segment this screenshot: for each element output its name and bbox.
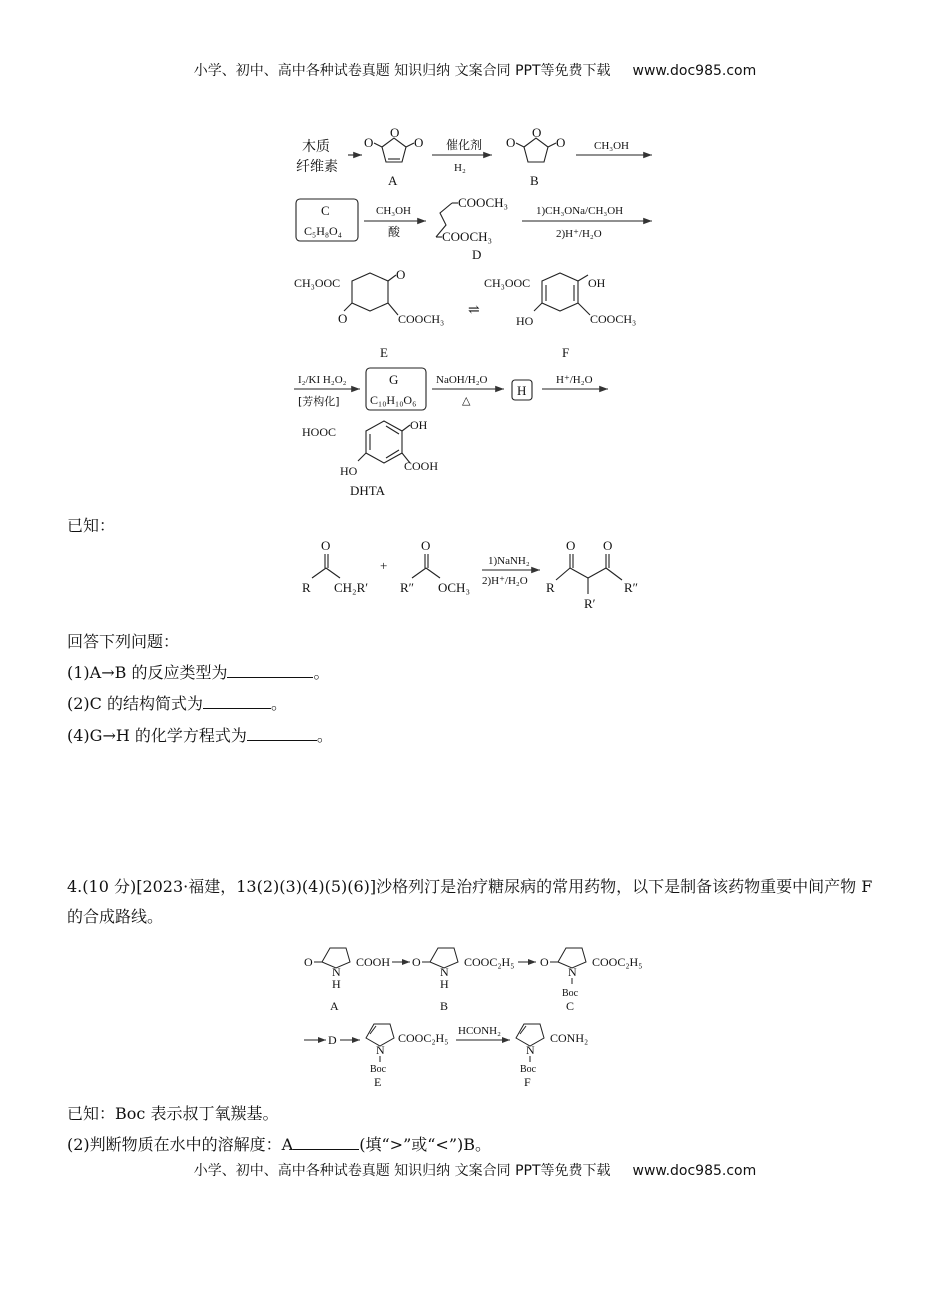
start-material-line1: 木质 <box>302 139 330 155</box>
svg-text:H: H <box>517 383 527 398</box>
svg-text:O: O <box>321 538 331 553</box>
problem-4-question-2: (2)判断物质在水中的溶解度：A (填“>”或“<”)B。 <box>67 1135 492 1154</box>
svg-text:O: O <box>338 311 348 326</box>
svg-text:HO: HO <box>516 314 534 328</box>
svg-text:I₂/KI H₂O₂: I₂/KI H₂O₂ <box>298 374 347 386</box>
answer-blank-2[interactable] <box>203 694 271 709</box>
question-2: (2)C 的结构简式为 。 <box>67 694 288 713</box>
label-p4-a: A <box>330 999 339 1013</box>
svg-text:HO: HO <box>340 464 358 478</box>
svg-text:COOCH₃: COOCH₃ <box>590 312 637 326</box>
svg-text:O: O <box>414 135 424 150</box>
svg-text:CH₃OOC: CH₃OOC <box>484 276 531 290</box>
label-d: D <box>472 247 482 262</box>
svg-text:COOH: COOH <box>404 459 439 473</box>
svg-text:⇌: ⇌ <box>468 303 480 318</box>
footer-url[interactable]: www.doc985.com <box>632 1163 757 1179</box>
compound-f-structure <box>484 273 636 328</box>
svg-text:COOC₂H₅: COOC₂H₅ <box>592 955 643 969</box>
svg-text:N: N <box>440 965 449 979</box>
reaction-scheme-saxagliptin <box>300 936 660 1088</box>
svg-text:CH₂R′: CH₂R′ <box>334 580 369 595</box>
svg-text:R″: R″ <box>400 580 415 595</box>
problem-4-known: 已知：Boc 表示叔丁氧羰基。 <box>67 1104 279 1123</box>
answer-blank-4[interactable] <box>247 726 317 741</box>
label-dhta: DHTA <box>350 483 386 498</box>
svg-text:H: H <box>332 977 341 991</box>
svg-text:HOOC: HOOC <box>302 425 337 439</box>
svg-text:[芳构化]: [芳构化] <box>298 395 340 408</box>
svg-text:COOCH₃: COOCH₃ <box>398 312 445 326</box>
svg-text:N: N <box>376 1043 385 1057</box>
questions-intro: 回答下列问题： <box>67 632 180 651</box>
svg-text:C₁₀H₁₀O₆: C₁₀H₁₀O₆ <box>370 393 417 407</box>
label-e: E <box>380 345 388 360</box>
svg-text:CONH₂: CONH₂ <box>550 1031 589 1045</box>
svg-text:O: O <box>532 125 542 140</box>
compound-a-structure <box>364 125 423 162</box>
known-reaction-scheme <box>290 536 670 618</box>
svg-text:COOCH₃: COOCH₃ <box>442 229 493 244</box>
svg-text:COOC₂H₅: COOC₂H₅ <box>398 1031 449 1045</box>
reaction-scheme-dhta <box>280 125 680 505</box>
compound-d-structure <box>436 195 508 244</box>
svg-text:NaOH/H₂O: NaOH/H₂O <box>436 374 488 386</box>
svg-text:COOC₂H₅: COOC₂H₅ <box>464 955 515 969</box>
svg-text:C₅H₈O₄: C₅H₈O₄ <box>304 224 342 238</box>
svg-text:COOH: COOH <box>356 955 391 969</box>
known-label: 已知： <box>67 516 116 535</box>
page-footer <box>0 1160 950 1180</box>
start-material-line2: 纤维素 <box>296 159 338 175</box>
dhta-structure <box>302 418 438 478</box>
svg-text:O: O <box>556 135 566 150</box>
svg-text:G: G <box>389 372 399 387</box>
svg-text:N: N <box>526 1043 535 1057</box>
svg-text:O: O <box>364 135 374 150</box>
svg-text:Boc: Boc <box>562 988 579 999</box>
svg-text:CH₃OH: CH₃OH <box>376 205 412 217</box>
svg-text:O: O <box>412 955 421 969</box>
svg-text:Boc: Boc <box>370 1064 387 1075</box>
svg-text:CH₃OH: CH₃OH <box>594 140 630 152</box>
svg-text:HCONH₂: HCONH₂ <box>458 1025 501 1037</box>
svg-text:1)CH₃ONa/CH₃OH: 1)CH₃ONa/CH₃OH <box>536 205 624 217</box>
svg-text:1)NaNH₂: 1)NaNH₂ <box>488 555 530 567</box>
svg-text:酸: 酸 <box>388 225 401 239</box>
footer-text: 小学、初中、高中各种试卷真题 知识归纳 文案合同 PPT等免费下载 <box>193 1163 611 1179</box>
svg-text:C: C <box>321 203 330 218</box>
header-text: 小学、初中、高中各种试卷真题 知识归纳 文案合同 PPT等免费下载 <box>193 63 611 79</box>
svg-text:O: O <box>304 955 313 969</box>
svg-text:OCH₃: OCH₃ <box>438 580 470 595</box>
svg-text:△: △ <box>462 395 471 407</box>
label-p4-b: B <box>440 999 449 1013</box>
problem-4-text: 4.(10 分)[2023·福建，13(2)(3)(4)(5)(6)]沙格列汀是治疗糖尿病的常用药物，以下是制备该药物重要中间产物 F 的合成路线。 <box>67 877 873 926</box>
label-p4-f: F <box>524 1075 531 1088</box>
svg-text:O: O <box>390 125 400 140</box>
svg-text:H⁺/H₂O: H⁺/H₂O <box>556 374 593 386</box>
compound-b-structure <box>506 125 565 162</box>
condition-catalyst: 催化剂 <box>446 138 483 152</box>
svg-text:2)H⁺/H₂O: 2)H⁺/H₂O <box>482 575 528 587</box>
svg-text:O: O <box>566 538 576 553</box>
label-b: B <box>530 173 539 188</box>
svg-text:H: H <box>440 977 449 991</box>
svg-text:R″: R″ <box>624 580 639 595</box>
answer-blank-p4-2[interactable] <box>293 1135 359 1150</box>
label-p4-e: E <box>374 1075 382 1088</box>
question-1: (1)A→B 的反应类型为 。 <box>67 663 330 682</box>
answer-blank-1[interactable] <box>227 663 313 678</box>
svg-text:OH: OH <box>410 418 428 432</box>
label-f: F <box>562 345 570 360</box>
svg-text:R: R <box>302 580 311 595</box>
svg-text:O: O <box>396 267 406 282</box>
header-url[interactable]: www.doc985.com <box>632 63 757 79</box>
svg-text:O: O <box>421 538 431 553</box>
svg-text:2)H⁺/H₂O: 2)H⁺/H₂O <box>556 228 602 240</box>
svg-text:R: R <box>546 580 555 595</box>
svg-text:COOCH₃: COOCH₃ <box>458 195 509 210</box>
svg-text:CH₃OOC: CH₃OOC <box>294 276 341 290</box>
svg-text:R′: R′ <box>584 596 596 611</box>
svg-text:O: O <box>506 135 516 150</box>
svg-text:O: O <box>603 538 613 553</box>
label-p4-c: C <box>566 999 575 1013</box>
page-header <box>0 60 950 80</box>
label-a: A <box>388 173 398 188</box>
question-4: (4)G→H 的化学方程式为 。 <box>67 726 333 745</box>
svg-text:N: N <box>332 965 341 979</box>
svg-text:N: N <box>568 965 577 979</box>
label-p4-d: D <box>328 1033 337 1047</box>
svg-text:Boc: Boc <box>520 1064 537 1075</box>
svg-text:H₂: H₂ <box>454 162 466 174</box>
compound-e-structure <box>294 267 444 326</box>
svg-text:OH: OH <box>588 276 606 290</box>
svg-text:O: O <box>540 955 549 969</box>
svg-text:+: + <box>380 558 388 573</box>
